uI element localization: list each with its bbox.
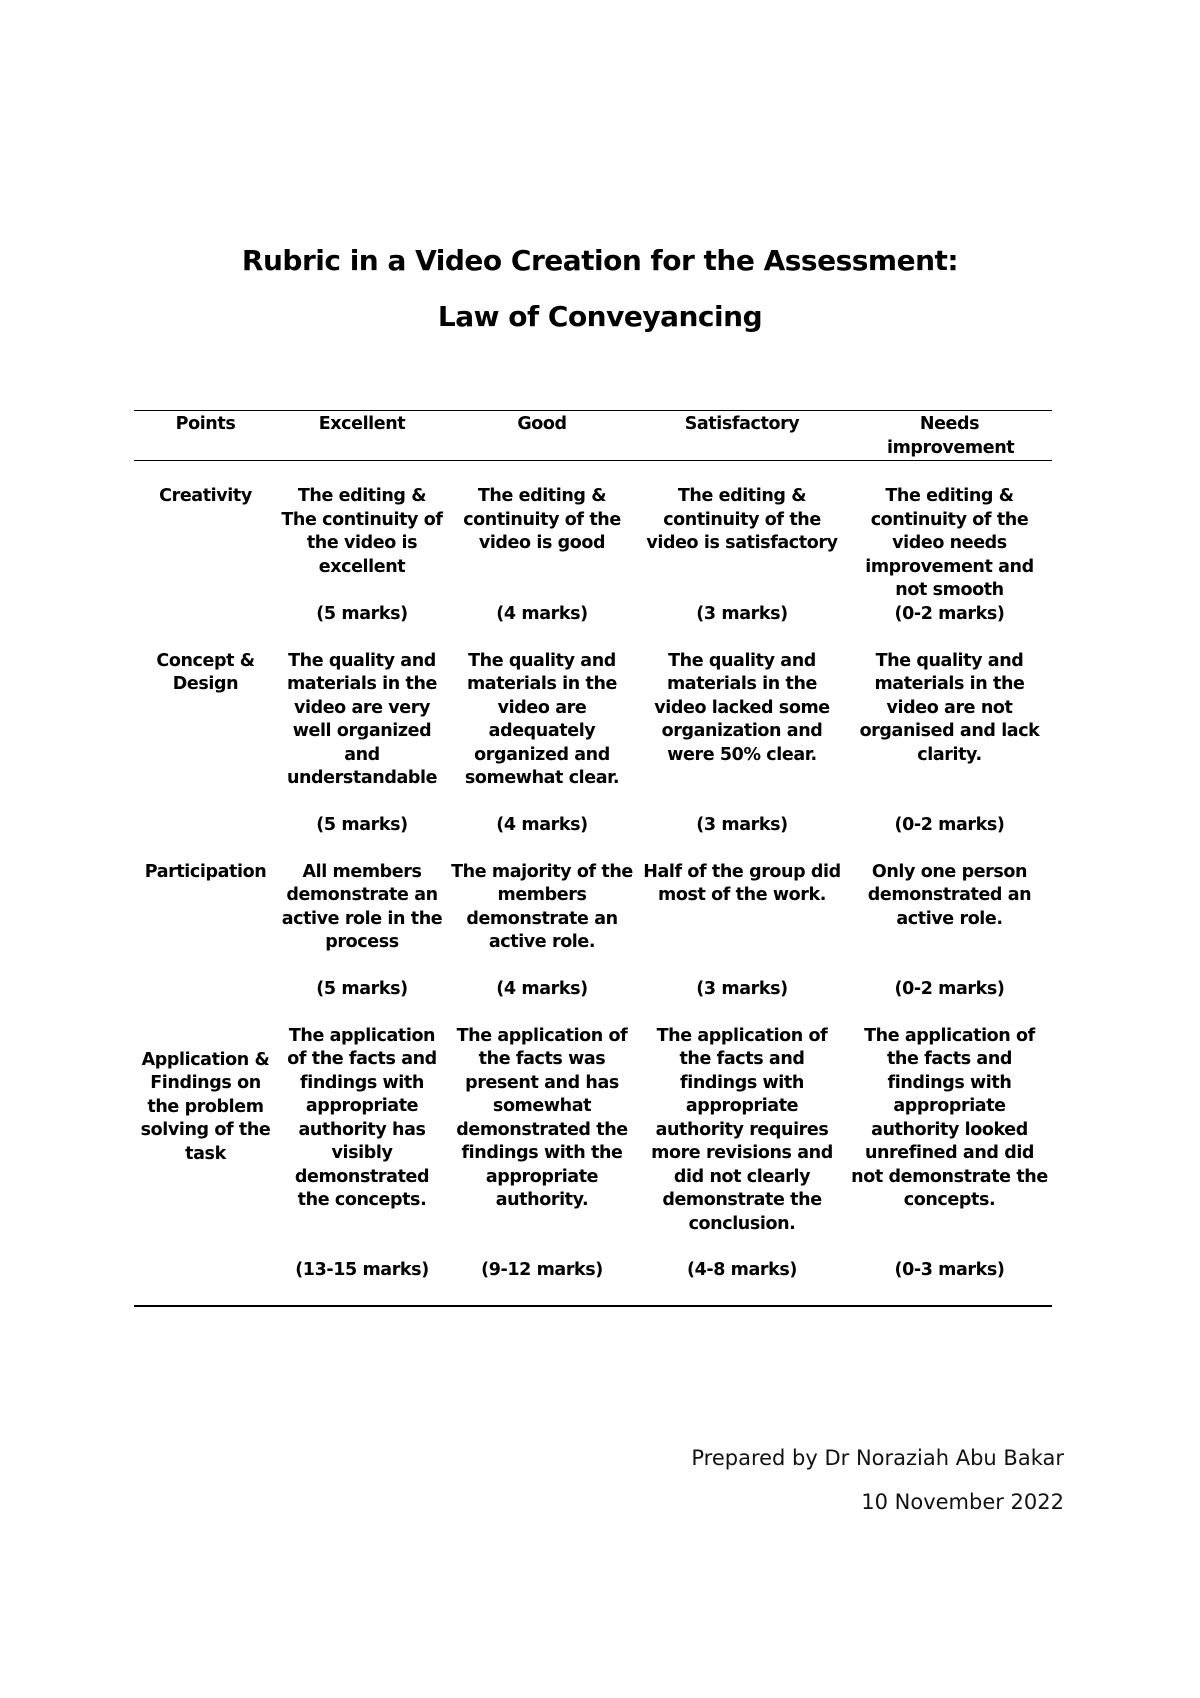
header-satisfactory: Satisfactory (684, 414, 800, 434)
cell-marks: (0-2 marks) (894, 814, 1005, 835)
table-row (134, 485, 1052, 603)
cell-description: The editing & continuity of the video is satisfactory (646, 486, 838, 553)
document-title-line-2: Law of Conveyancing (437, 300, 763, 333)
cell-description: The application of the facts and findings with appropriate authority has visibly demonstrated the concepts. (287, 1025, 437, 1210)
cell-marks: (5 marks) (316, 978, 408, 999)
cell-marks: (13-15 marks) (295, 1259, 429, 1280)
cell-marks: (4 marks) (496, 978, 588, 999)
header-points: Points (175, 414, 236, 434)
cell-description: The application of the facts and findings with appropriate authority requires more revisions and did not clearly demonstrate the conclusion. (651, 1025, 833, 1234)
header-good: Good (517, 414, 567, 434)
table-row (134, 861, 1052, 978)
cell-marks: (0-3 marks) (894, 1259, 1005, 1280)
cell-description: The editing & continuity of the video is good (463, 486, 621, 553)
cell-marks: (4 marks) (496, 603, 588, 624)
cell-description: The editing & The continuity of the video is excellent (281, 486, 443, 577)
cell-description: The application of the facts was present and has somewhat demonstrated the findings with the appropriate authority. (456, 1025, 628, 1210)
header-excellent: Excellent (318, 414, 406, 434)
rubric-header (134, 411, 1052, 461)
prepared-by: Prepared by Dr Noraziah Abu Bakar (691, 1446, 1064, 1470)
document-title-line-1: Rubric in a Video Creation for the Assessment: (241, 244, 959, 277)
header-row (134, 411, 1052, 461)
cell-marks: (4-8 marks) (686, 1259, 798, 1280)
cell-marks: (3 marks) (696, 603, 788, 624)
cell-description: The quality and materials in the video are not organised and lack clarity. (859, 650, 1040, 765)
criterion-creativity: Creativity (159, 486, 252, 506)
cell-description: All members demonstrate an active role in the process (281, 861, 443, 952)
table-row (134, 1025, 1052, 1259)
criterion-application-findings: Application & Findings on the problem solving of the task (140, 1049, 271, 1164)
cell-marks: (3 marks) (696, 978, 788, 999)
cell-description: The majority of the members demonstrate an active role. (451, 861, 633, 952)
table-row (134, 650, 1052, 814)
cell-description: The quality and materials in the video are very well organized and understandable (286, 650, 438, 788)
rubric-table (134, 410, 1052, 1307)
criterion-concept-design: Concept & Design (156, 650, 255, 694)
cell-marks: (5 marks) (316, 603, 408, 624)
table-bottom-rule (134, 1306, 1052, 1307)
cell-marks: (0-2 marks) (894, 603, 1005, 624)
cell-marks: (5 marks) (316, 814, 408, 835)
cell-description: The quality and materials in the video lacked some organization and were 50% clear. (654, 650, 830, 765)
cell-description: The application of the facts and findings with appropriate authority looked unrefined and did not demonstrate the concepts. (851, 1025, 1048, 1210)
cell-marks: (3 marks) (696, 814, 788, 835)
cell-marks: (0-2 marks) (894, 978, 1005, 999)
header-needs-improvement: Needs improvement (887, 414, 1015, 458)
criterion-participation: Participation (144, 861, 267, 882)
cell-description: Half of the group did most of the work. (643, 861, 841, 905)
cell-description: The editing & continuity of the video needs improvement and not smooth (865, 486, 1034, 600)
rubric-body (134, 461, 1052, 1307)
cell-description: Only one person demonstrated an active role. (867, 861, 1032, 929)
document-date: 10 November 2022 (861, 1490, 1064, 1514)
cell-marks: (4 marks) (496, 814, 588, 835)
cell-marks: (9-12 marks) (481, 1259, 603, 1280)
cell-description: The quality and materials in the video are adequately organized and somewhat clear. (464, 650, 620, 788)
